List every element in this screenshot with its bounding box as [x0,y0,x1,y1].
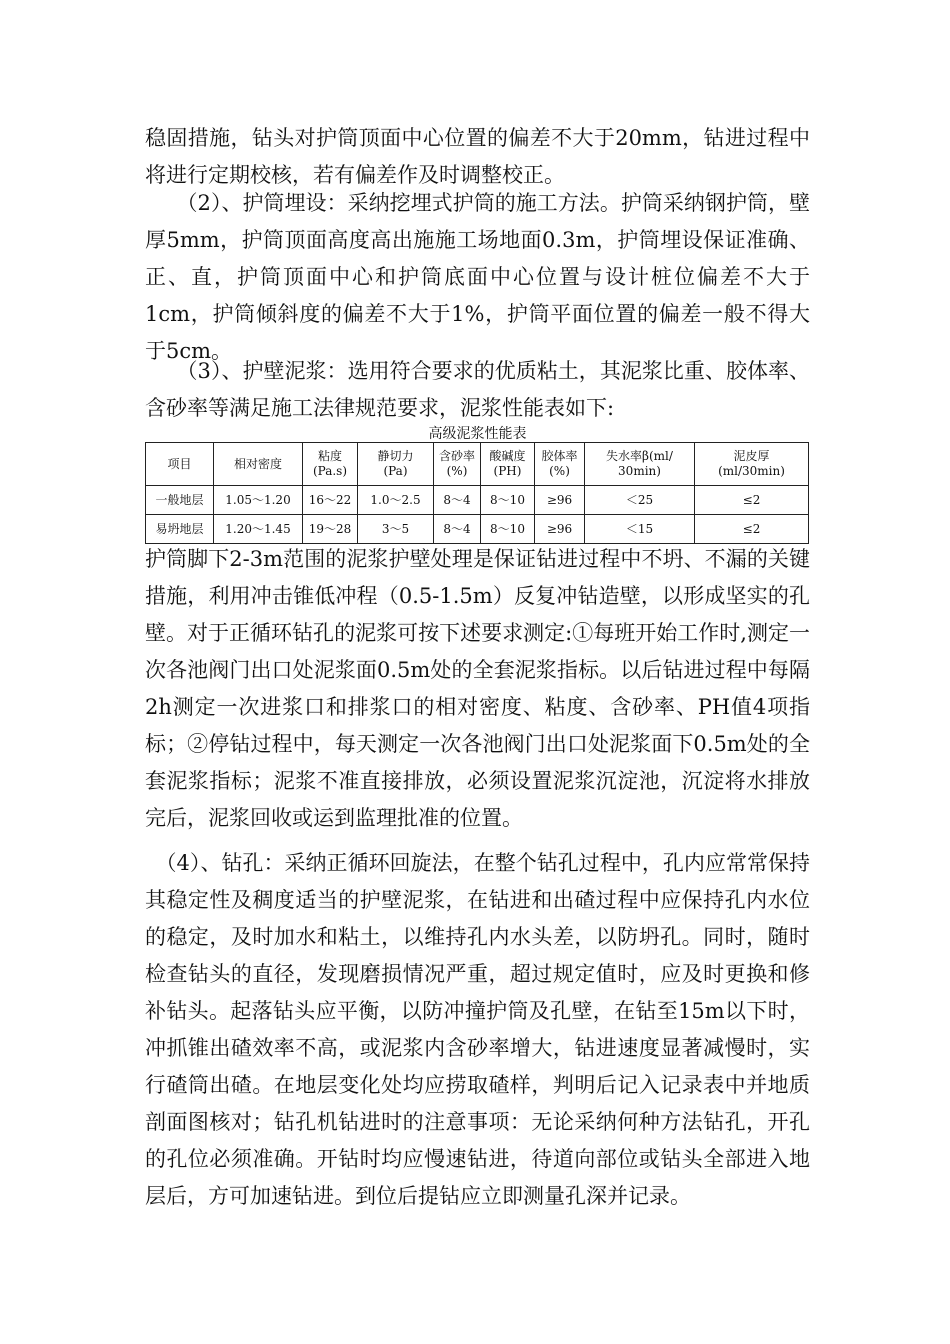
header-item: 项目 [146,443,214,486]
table-cell: ＜25 [585,486,695,515]
header-relative-density: 相对密度 [214,443,303,486]
header-static-shear: 静切力 (Pa) [358,443,434,486]
table-cell: ＜15 [585,515,695,544]
table-cell: 8～10 [481,486,535,515]
header-ph: 酸碱度 (PH) [481,443,535,486]
table-cell: 一般地层 [146,486,214,515]
table-cell: ≤2 [695,486,809,515]
table-cell: 3～5 [358,515,434,544]
header-viscosity: 粘度 (Pa.s) [303,443,358,486]
table-cell: 19～28 [303,515,358,544]
table-cell: 16～22 [303,486,358,515]
header-colloid-rate: 胶体率 (%) [535,443,585,486]
table-cell: 1.0～2.5 [358,486,434,515]
paragraph-stabilizing-measures: 稳固措施，钻头对护筒顶面中心位置的偏差不大于20mm，钻进过程中将进行定期校核，若有偏差作及时调整校正。 [145,126,810,187]
paragraph-wall-mud: （3）、护壁泥浆：选用符合要求的优质粘土，其泥浆比重、胶体率、含砂率等满足施工法律规范要求，泥浆性能表如下: [145,359,810,420]
table-cell: 易坍地层 [146,515,214,544]
table-cell: 1.20～1.45 [214,515,303,544]
table-row [146,515,809,544]
table-header-row [146,443,809,486]
table-cell: 8～10 [481,515,535,544]
paragraph-mud-testing: 护筒脚下2-3m范围的泥浆护壁处理是保证钻进过程中不坍、不漏的关键措施，利用冲击锥低冲程（0.5-1.5m）反复冲钻造壁，以形成坚实的孔壁。对于正循环钻孔的泥浆可按下述要求测定:①每班开始工作时,测定一次各池阀门出口处泥浆面0.5m处的全套泥浆指标。以后钻进过程中每隔2h测定一次进浆口和排浆口的相对密度、粘度、含砂率、PH值4项指标；②停钻过程中，每天测定一次各池阀门出口处泥浆面下0.5m处的全套泥浆指标；泥浆不准直接排放，必须设置泥浆沉淀池，沉淀将水排放完后，泥浆回收或运到监理批准的位置。 [145,547,810,830]
header-mud-cake: 泥皮厚 (ml/30min) [695,443,809,486]
table-cell: 8～4 [434,486,481,515]
table-caption: 高级泥浆性能表 [428,426,527,442]
table-row [146,486,809,515]
paragraph-casing-installation: （2）、护筒埋设：采纳挖埋式护筒的施工方法。护筒采纳钢护筒，壁厚5mm，护筒顶面高度高出施施工场地面0.3m，护筒埋设保证准确、正、直，护筒顶面中心和护筒底面中心位置与设计桩位偏差不大于1cm，护筒倾斜度的偏差不大于1%，护筒平面位置的偏差一般不得大于5cm。 [145,191,810,363]
table-cell: 1.05～1.20 [214,486,303,515]
table-cell: ≤2 [695,515,809,544]
table-cell: ≥96 [535,486,585,515]
header-sand-content: 含砂率 (%) [434,443,481,486]
paragraph-drilling: （4）、钻孔：采纳正循环回旋法，在整个钻孔过程中，孔内应常常保持其稳定性及稠度适当的护壁泥浆，在钻进和出碴过程中应保持孔内水位的稳定，及时加水和粘土，以维持孔内水头差，以防坍孔。同时，随时检查钻头的直径，发现磨损情况严重，超过规定值时，应及时更换和修补钻头。起落钻头应平衡，以防冲撞护筒及孔壁，在钻至15m以下时，冲抓锥出碴效率不高，或泥浆内含砂率增大，钻进速度显著减慢时，实行碴筒出碴。在地层变化处均应捞取碴样，判明后记入记录表中并地质剖面图核对；钻孔机钻进时的注意事项：无论采纳何种方法钻孔，开孔的孔位必须准确。开钻时均应慢速钻进，待道向部位或钻头全部进入地层后，方可加速钻进。到位后提钻应立即测量孔深并记录。 [145,851,810,1208]
header-water-loss: 失水率β(ml/ 30min) [585,443,695,486]
table-cell: ≥96 [535,515,585,544]
mud-properties-table [145,442,809,544]
table-cell: 8～4 [434,515,481,544]
